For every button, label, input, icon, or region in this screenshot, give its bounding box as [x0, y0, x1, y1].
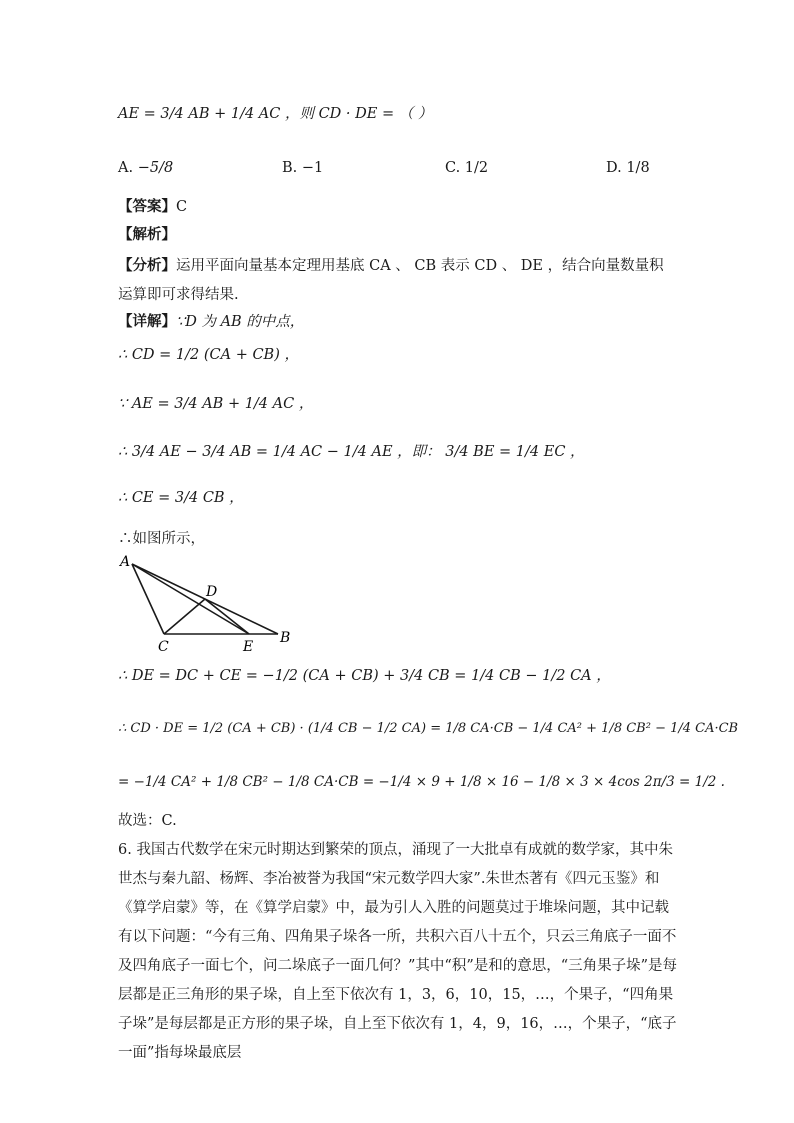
triangle-lines	[132, 564, 278, 634]
option-c[interactable]	[445, 160, 488, 176]
problem-stem: AE = 3/4 AB + 1/4 AC ，则 CD · DE = （ ）	[118, 106, 433, 122]
detail-text-1: ∵D 为 AB 的中点，	[176, 314, 305, 330]
point-a-label: A	[120, 554, 131, 570]
fenxi-text: 运用平面向量基本定理用基底 CA 、 CB 表示 CD 、 DE ，结合向量数量积运算即可求得结果.	[118, 258, 664, 303]
option-b[interactable]	[282, 160, 323, 176]
detail-line-9: = −1/4 CA² + 1/8 CB² − 1/8 CA·CB = −1/4 × 9 + 1/8 × 16 − 1/8 × 3 × 4cos 2π/3 = 1/2 .	[118, 774, 725, 790]
option-c-value: 1/2	[464, 160, 489, 176]
next-problem-paragraph: 6. 我国古代数学在宋元时期达到繁荣的顶点，涌现了一大批卓有成就的数学家，其中朱世杰与秦九韶、杨辉、李冶被誉为我国“宋元数学四大家”.朱世杰著有《四元玉鉴》和《算学启蒙》等，在《算学启蒙》中，最为引人入胜的问题莫过于堆垛问题，其中记载有以下问题：“今有三角、四角果子垛各一所，共积六百八十五个，只云三角底子一面不及四角底子一面七个，问二垛底子一面几何？”其中“积”是和的意思，“三角果子垛”是每层都是正三角形的果子垛，自上至下依次有 1，3，6，10，15，…，个果子，“四角果子垛”是每层都是正方形的果子垛，自上至下依次有 1，4，9，16，…，个果子，“底子一面”指每垛最底层	[118, 842, 678, 1061]
triangle-figure	[118, 550, 308, 655]
option-a[interactable]	[118, 160, 173, 176]
answer-value: C	[176, 199, 188, 215]
answer-tag: 【答案】	[118, 199, 176, 215]
analysis-tag: 【解析】	[118, 227, 176, 243]
answer-line	[118, 196, 187, 218]
detail-line-6: ∴如图所示，	[118, 531, 205, 547]
detail-line-3: ∵ AE = 3/4 AB + 1/4 AC ，	[118, 396, 314, 412]
fenxi-tag: 【分析】	[118, 258, 176, 274]
detail-tag: 【详解】	[118, 314, 176, 330]
option-a-value: −5/8	[137, 160, 174, 176]
detail-line-7: ∴ DE = DC + CE = −1/2 (CA + CB) + 3/4 CB = 1/4 CB − 1/2 CA ，	[118, 668, 611, 684]
detail-line-5: ∴ CE = 3/4 CB ，	[118, 490, 244, 506]
option-d-label: D.	[606, 160, 622, 176]
detail-line-2: ∴ CD = 1/2 (CA + CB) ，	[118, 347, 299, 363]
point-c-label: C	[158, 639, 169, 655]
option-b-value: −1	[301, 160, 324, 176]
point-b-label: B	[280, 630, 291, 646]
detail-line-10: 故选：C.	[118, 813, 177, 829]
point-e-label: E	[243, 639, 254, 655]
point-d-label: D	[206, 584, 218, 600]
fenxi-paragraph	[118, 252, 678, 310]
detail-line-8: ∴ CD · DE = 1/2 (CA + CB) · (1/4 CB − 1/2 CA) = 1/8 CA·CB − 1/4 CA² + 1/8 CB² − 1/4 CA·CB	[118, 721, 739, 736]
option-d-value: 1/8	[626, 160, 650, 176]
detail-line-1	[118, 311, 304, 333]
option-a-label: A.	[118, 160, 134, 176]
option-d[interactable]	[606, 160, 650, 176]
detail-line-4: ∴ 3/4 AE − 3/4 AB = 1/4 AC − 1/4 AE ，即： 3/4 BE = 1/4 EC ，	[118, 444, 585, 460]
option-b-label: B.	[282, 160, 298, 176]
option-c-label: C.	[445, 160, 461, 176]
segment-ae	[132, 564, 249, 634]
